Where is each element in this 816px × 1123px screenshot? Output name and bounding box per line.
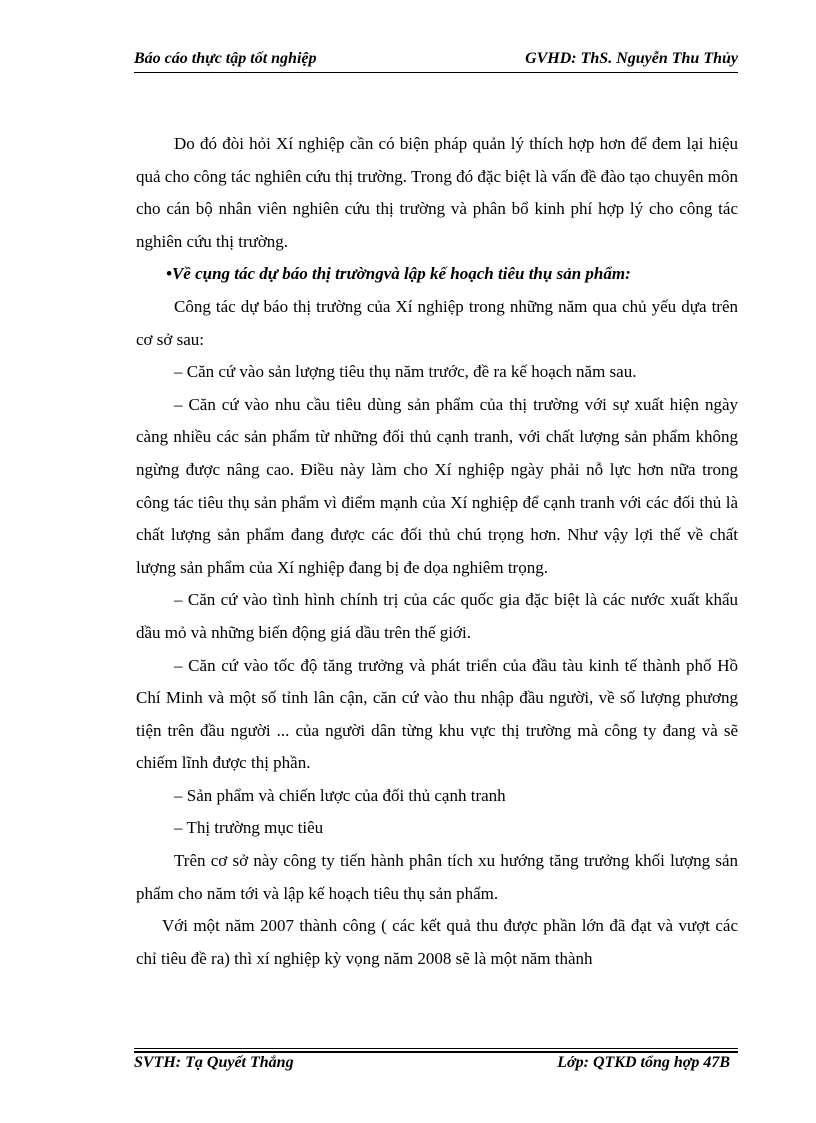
section-heading: •Về cụng tác dự báo thị trườngvà lập kế hoạch tiêu thụ sản phẩm:	[166, 264, 631, 284]
bullet-item-1: – Căn cứ vào sản lượng tiêu thụ năm trước, đề ra kế hoạch năm sau.	[174, 362, 637, 382]
bullet-item-5: – Sản phẩm và chiến lược của đối thủ cạnh tranh	[174, 785, 506, 805]
document-body	[136, 128, 738, 975]
paragraph-3: Trên cơ sở này công ty tiến hành phân tích xu hướng tăng trưởng khối lượng sản phẩm cho năm tới và lập kế hoạch tiêu thụ sản phẩm.	[136, 851, 738, 903]
header-divider	[134, 72, 738, 73]
header-report-title: Báo cáo thực tập tốt nghiệp	[134, 50, 317, 67]
paragraph-2: Công tác dự báo thị trường của Xí nghiệp trong những năm qua chủ yếu dựa trên cơ sở sau:	[136, 296, 738, 349]
bullet-item-6: – Thị trường mục tiêu	[174, 818, 324, 838]
footer-class: Lớp: QTKD tổng hợp 47B	[557, 1054, 730, 1071]
footer-divider-thick	[134, 1051, 738, 1053]
paragraph-4: Với một năm 2007 thành công ( các kết quả thu được phần lớn đã đạt và vượt các chỉ tiêu đề ra) thì xí nghiệp kỳ vọng năm 2008 sẽ là một năm thành	[136, 916, 738, 968]
header-supervisor: GVHD: ThS. Nguyễn Thu Thủy	[525, 50, 738, 67]
page-header	[134, 50, 738, 71]
footer-student: SVTH: Tạ Quyết Thắng	[134, 1054, 294, 1071]
paragraph-1: Do đó đòi hỏi Xí nghiệp cần có biện pháp quản lý thích hợp hơn để đem lại hiệu quả cho công tác nghiên cứu thị trường. Trong đó đặc biệt là vấn đề đào tạo chuyên môn cho cán bộ nhân viên nghiên cứu thị trường và phân bổ kinh phí hợp lý cho công tác nghiên cứu thị trường.	[136, 134, 738, 251]
footer-divider-thin	[134, 1048, 738, 1049]
bullet-item-2: – Căn cứ vào nhu cầu tiêu dùng sản phẩm của thị trường với sự xuất hiện ngày càng nhiều các sản phẩm từ những đối thủ cạnh tranh, với chất lượng sản phẩm không ngừng được nâng cao. Điều này làm cho Xí nghiệp ngày phải nỗ lực hơn nữa trong công tác tiêu thụ sản phẩm vì điểm mạnh của Xí nghiệp để cạnh tranh với các đối thủ là chất lượng sản phẩm đang được các đối thủ chú trọng hơn. Như vậy lợi thế về chất lượng sản phẩm của Xí nghiệp đang bị đe dọa nghiêm trọng.	[136, 394, 738, 577]
bullet-item-4: – Căn cứ vào tốc độ tăng trưởng và phát triển của đầu tàu kinh tế thành phố Hồ Chí Minh và một số tỉnh lân cận, căn cứ vào thu nhập đầu người, về số lượng phương tiện trên đầu người ... của người dân từng khu vực thị trường mà công ty đang và sẽ chiếm lĩnh được thị phần.	[136, 655, 738, 773]
bullet-item-3: – Căn cứ vào tình hình chính trị của các quốc gia đặc biệt là các nước xuất khẩu dầu mỏ và những biến động giá dầu trên thế giới.	[136, 590, 738, 642]
page-footer	[134, 1054, 738, 1072]
